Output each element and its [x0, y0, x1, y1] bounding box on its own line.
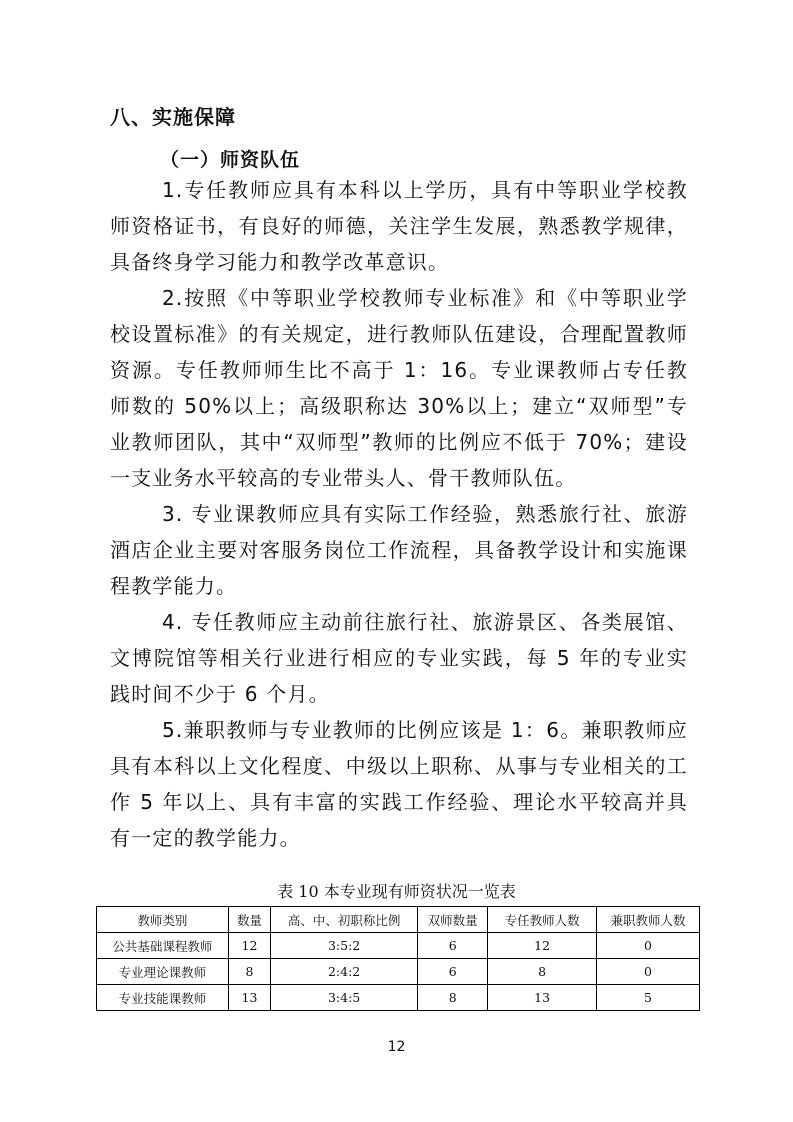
table-header-cell: 数量: [228, 907, 270, 933]
paragraph-4: 4. 专任教师应主动前往旅行社、旅游景区、各类展馆、文博院馆等相关行业进行相应的专业实践，每 5 年的专业实践时间不少于 6 个月。: [110, 610, 688, 706]
table-cell: 8: [228, 959, 270, 985]
staff-table: [96, 906, 700, 1011]
table-cell: 13: [228, 985, 270, 1011]
table-header-row: [97, 907, 700, 933]
table-caption: 表 10 本专业现有师资状况一览表: [277, 882, 516, 901]
table-header-cell: 教师类别: [97, 907, 229, 933]
paragraph-1: 1.专任教师应具有本科以上学历，具有中等职业学校教师资格证书，有良好的师德，关注学生发展，熟悉教学规律，具备终身学习能力和教学改革意识。: [110, 178, 688, 274]
table-cell: 2:4:2: [271, 959, 418, 985]
paragraph-3: 3. 专业课教师应具有实际工作经验，熟悉旅行社、旅游酒店企业主要对客服务岗位工作流程，具备教学设计和实施课程教学能力。: [110, 502, 688, 598]
table-row: [97, 933, 700, 959]
paragraph-2: 2.按照《中等职业学校教师专业标准》和《中等职业学校设置标准》的有关规定，进行教师队伍建设，合理配置教师资源。专任教师师生比不高于 1：16。专业课教师占专任教师数的 50%以上；高级职称达 30%以上；建立“双师型”专业教师团队，其中“双师型”教师的比例应不低于 70%；建设一支业务水平较高的专业带头人、骨干教师队伍。: [110, 286, 688, 490]
table-cell: 8: [488, 959, 597, 985]
table-cell: 公共基础课程教师: [97, 933, 229, 959]
table-header-cell: 专任教师人数: [488, 907, 597, 933]
table-cell: 12: [228, 933, 270, 959]
table-cell: 专业技能课教师: [97, 985, 229, 1011]
section-heading: 八、实施保障: [110, 105, 236, 129]
table-cell: 8: [418, 985, 488, 1011]
table-cell: 3:4:5: [271, 985, 418, 1011]
table-cell: 0: [597, 959, 700, 985]
page-number: 12: [387, 1039, 406, 1055]
table-cell: 13: [488, 985, 597, 1011]
table-header-cell: 高、中、初职称比例: [271, 907, 418, 933]
table-cell: 5: [597, 985, 700, 1011]
table-cell: 12: [488, 933, 597, 959]
table-cell: 6: [418, 933, 488, 959]
table-header-cell: 双师数量: [418, 907, 488, 933]
table-row: [97, 985, 700, 1011]
table-header-cell: 兼职教师人数: [597, 907, 700, 933]
paragraph-5: 5.兼职教师与专业教师的比例应该是 1：6。兼职教师应具有本科以上文化程度、中级以上职称、从事与专业相关的工作 5 年以上、具有丰富的实践工作经验、理论水平较高并具有一定的教学能力。: [110, 718, 688, 850]
table-cell: 0: [597, 933, 700, 959]
subsection-heading: （一）师资队伍: [160, 149, 301, 171]
table-cell: 3:5:2: [271, 933, 418, 959]
table-cell: 6: [418, 959, 488, 985]
table-row: [97, 959, 700, 985]
table-cell: 专业理论课教师: [97, 959, 229, 985]
